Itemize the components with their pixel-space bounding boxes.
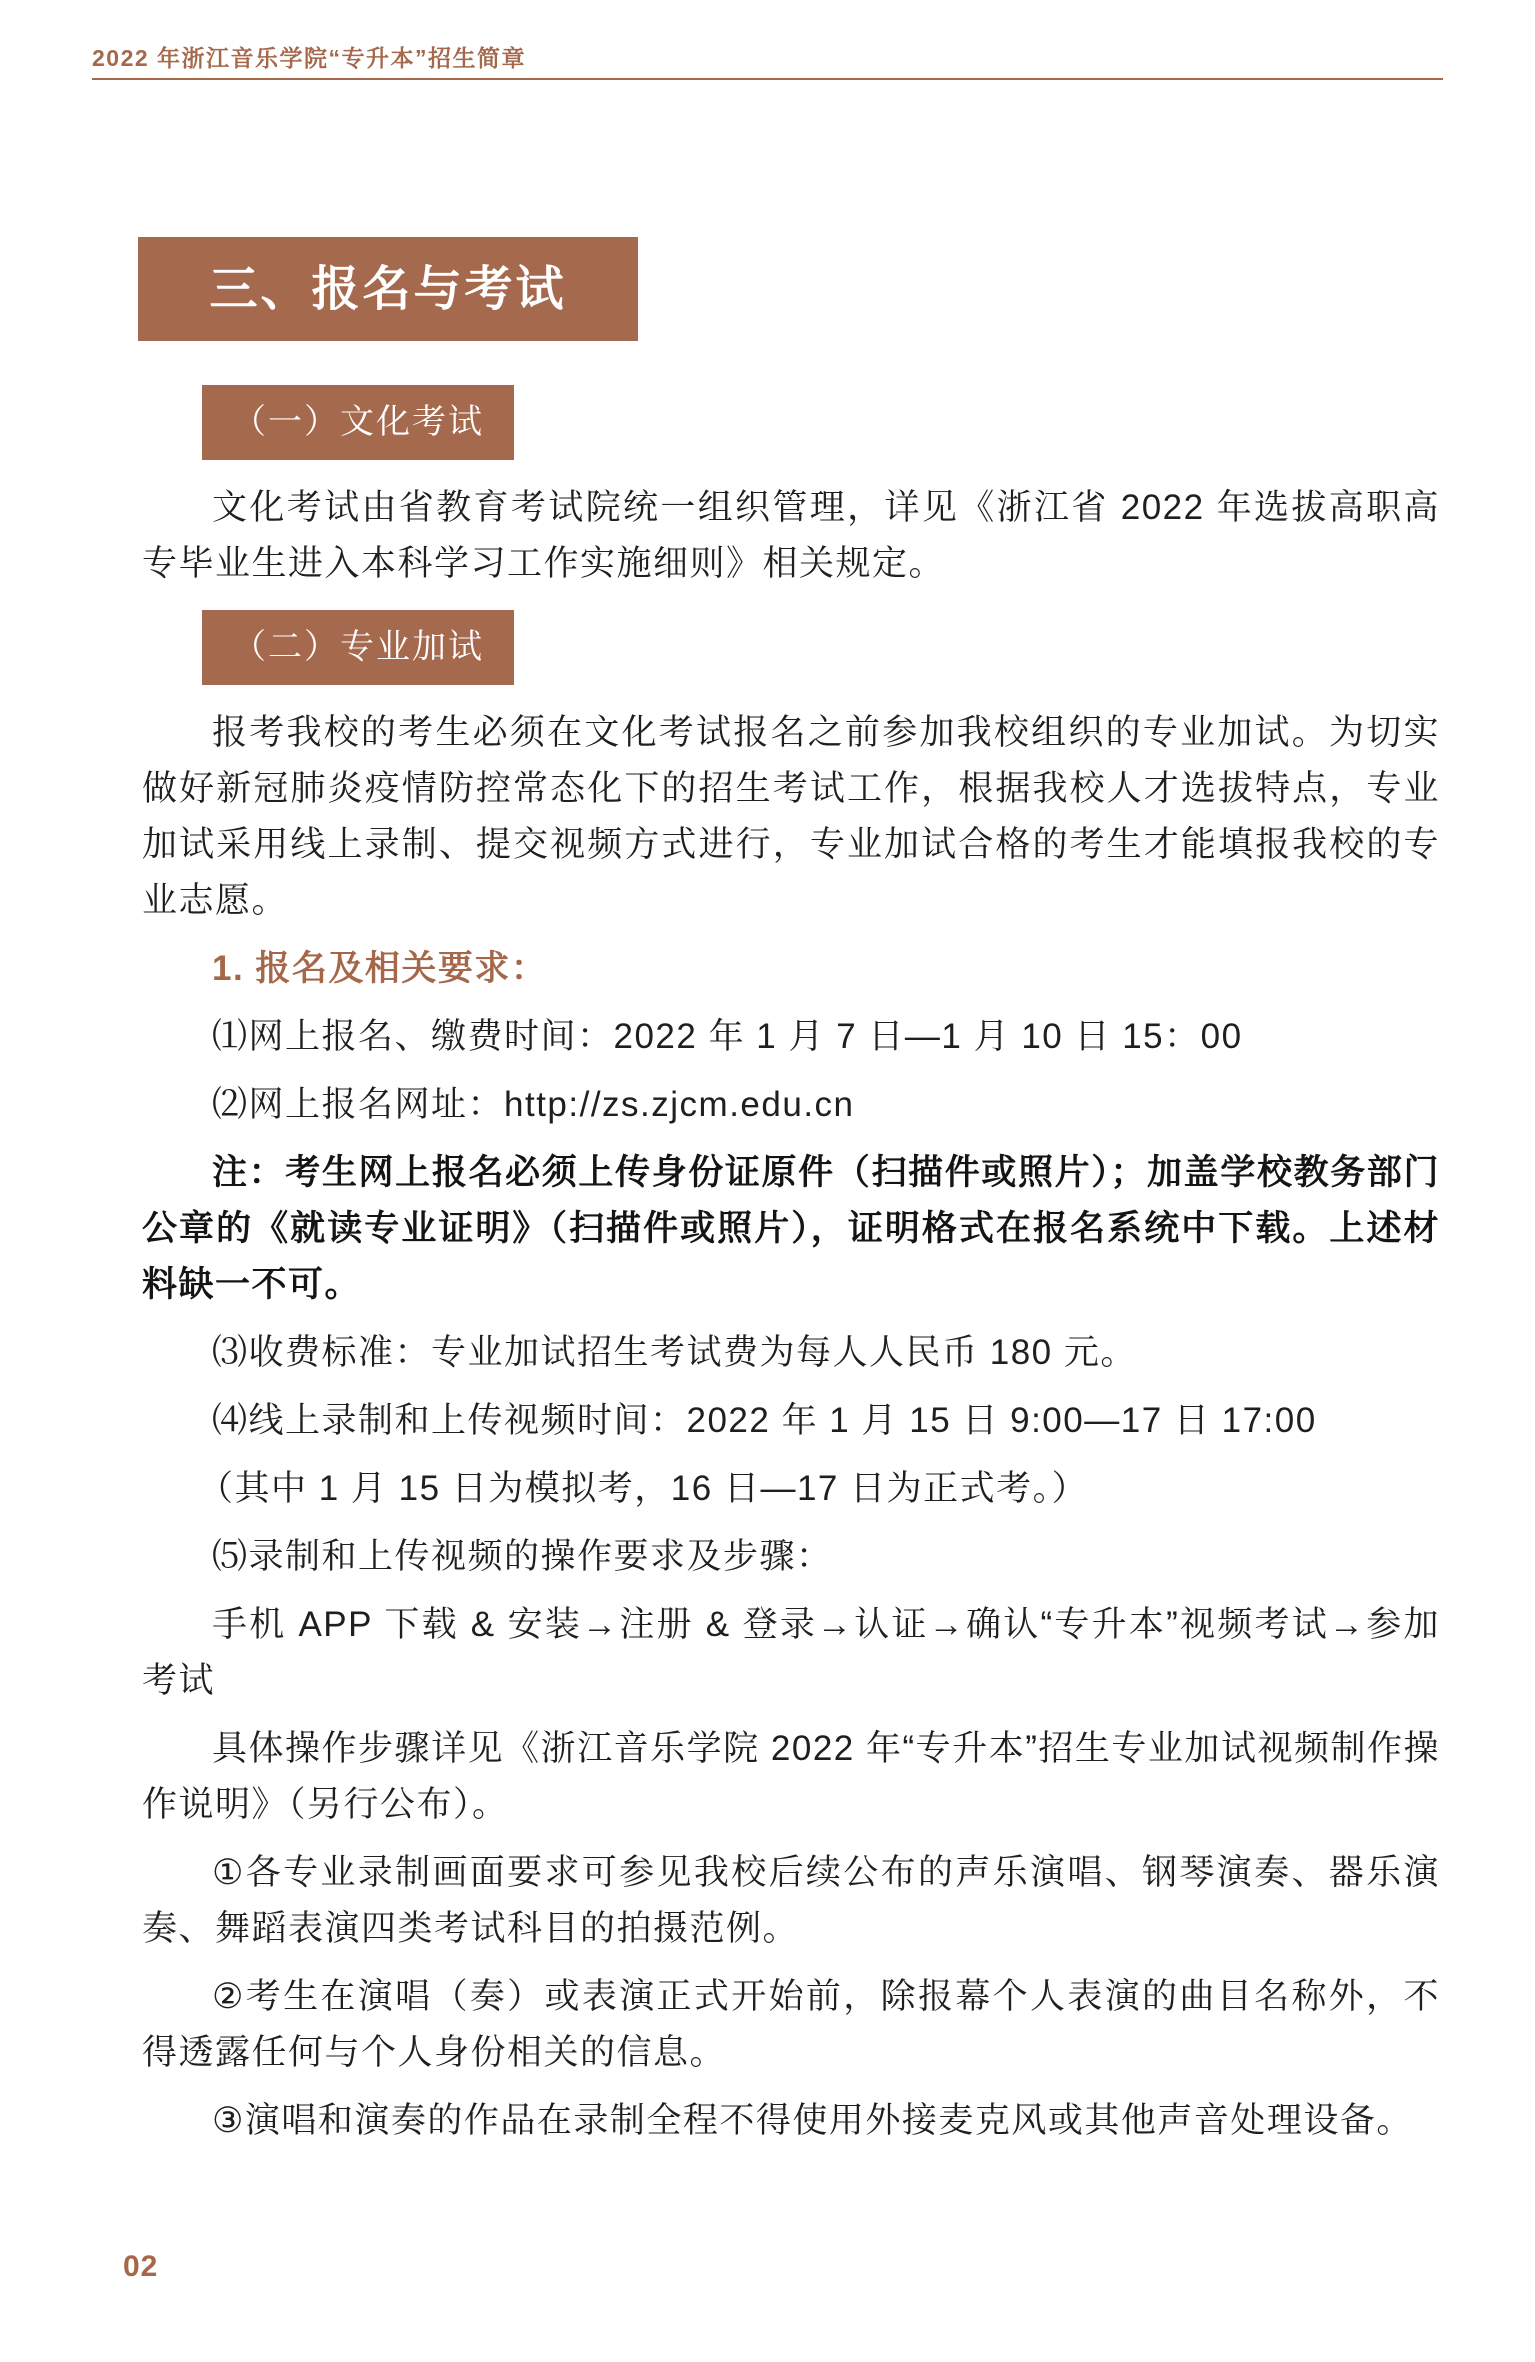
page-header-title: 2022 年浙江音乐学院“专升本”招生简章: [92, 45, 527, 71]
requirements-heading: 1. 报名及相关要求：: [212, 949, 548, 988]
page-content: [142, 385, 1440, 2161]
recording-rule-1: ①各专业录制画面要求可参见我校后续公布的声乐演唱、钢琴演奏、器乐演奏、舞蹈表演四类考试科目的拍摄范例。: [142, 1853, 1440, 1948]
requirement-item-4-note: （其中 1 月 15 日为模拟考，16 日—17 日为正式考。）: [198, 1469, 1089, 1508]
paragraph-steps-detail: 具体操作步骤详见《浙江音乐学院 2022 年“专升本”招生专业加试视频制作操作说明》（另行公布）。: [142, 1729, 1440, 1824]
requirement-item-4-recording-time: ⑷线上录制和上传视频时间：2022 年 1 月 15 日 9:00—17 日 17:00: [212, 1401, 1317, 1440]
section-title-banner: 三、报名与考试: [138, 237, 638, 341]
recording-rule-3: ③演唱和演奏的作品在录制全程不得使用外接麦克风或其他声音处理设备。: [212, 2101, 1413, 2140]
requirement-item-2-registration-url: ⑵网上报名网址：http://zs.zjcm.edu.cn: [212, 1085, 855, 1124]
paragraph-major-test-intro: 报考我校的考生必须在文化考试报名之前参加我校组织的专业加试。为切实做好新冠肺炎疫情防控常态化下的招生考试工作，根据我校人才选拔特点，专业加试采用线上录制、提交视频方式进行，专业加试合格的考生才能填报我校的专业志愿。: [142, 713, 1440, 920]
page-number: 02: [123, 2250, 159, 2283]
header-divider: [92, 78, 1443, 80]
requirement-item-5-recording-steps-heading: ⑸录制和上传视频的操作要求及步骤：: [212, 1537, 833, 1576]
requirement-item-1-registration-time: ⑴网上报名、缴费时间：2022 年 1 月 7 日—1 月 10 日 15：00: [212, 1017, 1243, 1056]
paragraph-culture-exam: 文化考试由省教育考试院统一组织管理，详见《浙江省 2022 年选拔高职高专毕业生进入本科学习工作实施细则》相关规定。: [142, 488, 1440, 583]
paragraph-app-steps: 手机 APP 下载 & 安装→注册 & 登录→认证→确认“专升本”视频考试→参加考试: [142, 1605, 1440, 1700]
registration-note: 注：考生网上报名必须上传身份证原件（扫描件或照片）；加盖学校教务部门公章的《就读专业证明》（扫描件或照片），证明格式在报名系统中下载。上述材料缺一不可。: [142, 1153, 1440, 1304]
recording-rule-2: ②考生在演唱（奏）或表演正式开始前，除报幕个人表演的曲目名称外，不得透露任何与个人身份相关的信息。: [142, 1977, 1440, 2072]
subsection-heading-major-test: （二）专业加试: [202, 610, 514, 685]
requirement-item-3-fee: ⑶收费标准：专业加试招生考试费为每人人民币 180 元。: [212, 1333, 1137, 1372]
subsection-heading-culture-exam: （一）文化考试: [202, 385, 514, 460]
